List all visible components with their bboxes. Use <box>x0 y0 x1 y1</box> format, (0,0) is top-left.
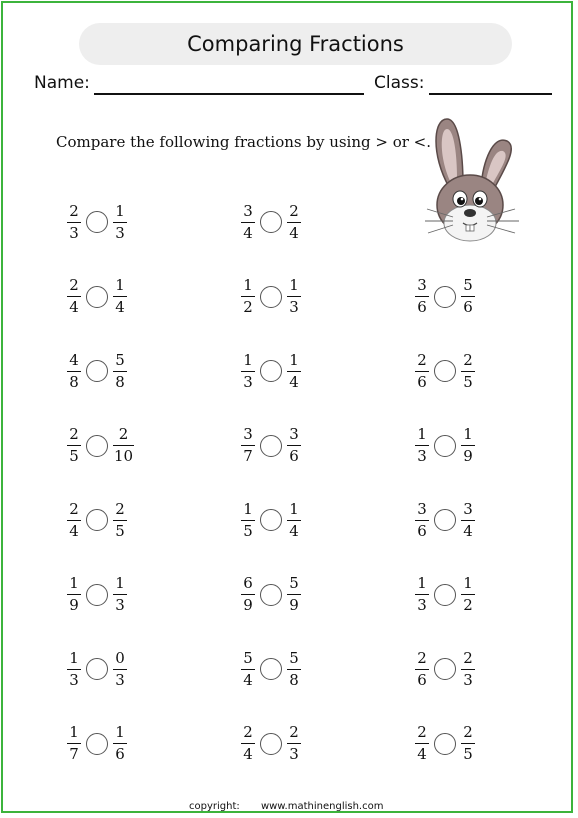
fraction <box>461 575 475 614</box>
denominator: 4 <box>417 745 427 763</box>
comparison-problem <box>415 722 475 766</box>
numerator: 2 <box>289 723 299 741</box>
fraction <box>461 277 475 316</box>
page-title: Comparing Fractions <box>187 32 404 56</box>
denominator: 5 <box>243 521 253 540</box>
fraction <box>287 426 301 465</box>
numerator: 1 <box>115 723 125 741</box>
fraction <box>287 575 301 614</box>
fraction <box>415 352 429 391</box>
fraction <box>287 724 301 763</box>
comparison-problem <box>241 200 301 244</box>
comparison-problem <box>415 647 475 691</box>
comparison-problem <box>415 573 475 617</box>
comparison-problem <box>241 647 301 691</box>
numerator: 6 <box>243 574 253 592</box>
comparison-problem <box>241 722 301 766</box>
instruction-text: Compare the following fractions by using > or <. <box>56 133 432 151</box>
numerator: 2 <box>463 723 473 741</box>
fraction <box>67 203 81 242</box>
fraction <box>415 277 429 316</box>
denominator: 4 <box>463 521 473 540</box>
denominator: 5 <box>115 521 125 540</box>
fraction <box>287 352 301 391</box>
denominator: 8 <box>289 670 299 689</box>
denominator: 5 <box>463 745 473 763</box>
answer-circle-icon[interactable] <box>86 211 108 233</box>
denominator: 4 <box>289 521 299 540</box>
numerator: 2 <box>115 499 125 518</box>
denominator: 5 <box>69 447 79 465</box>
answer-circle-icon[interactable] <box>434 435 456 457</box>
fraction <box>287 203 301 242</box>
numerator: 2 <box>69 425 79 443</box>
numerator: 4 <box>69 350 79 369</box>
fraction <box>241 426 255 465</box>
numerator: 1 <box>463 425 473 443</box>
denominator: 4 <box>115 298 125 316</box>
fraction <box>67 650 81 689</box>
denominator: 8 <box>69 372 79 391</box>
fraction <box>461 426 475 465</box>
bunny-face-icon <box>423 115 523 251</box>
fraction <box>241 203 255 242</box>
numerator: 5 <box>289 574 299 592</box>
numerator: 1 <box>115 201 125 220</box>
denominator: 6 <box>417 670 427 689</box>
fraction <box>67 277 81 316</box>
fraction <box>415 575 429 614</box>
answer-circle-icon[interactable] <box>260 435 282 457</box>
denominator: 7 <box>69 745 79 763</box>
numerator: 1 <box>243 350 253 369</box>
comparison-problem <box>415 498 475 542</box>
denominator: 3 <box>115 223 125 242</box>
denominator: 3 <box>69 670 79 689</box>
numerator: 1 <box>115 574 125 592</box>
comparison-problem <box>241 573 301 617</box>
answer-circle-icon[interactable] <box>260 211 282 233</box>
answer-circle-icon[interactable] <box>434 584 456 606</box>
denominator: 4 <box>289 223 299 242</box>
fraction <box>113 650 127 689</box>
answer-circle-icon[interactable] <box>86 584 108 606</box>
comparison-problem <box>67 200 127 244</box>
numerator: 3 <box>243 425 253 443</box>
comparison-problem <box>241 498 301 542</box>
denominator: 3 <box>463 670 473 689</box>
class-label: Class: <box>374 73 425 93</box>
comparison-problem <box>67 573 127 617</box>
fraction <box>67 501 81 540</box>
class-blank-line[interactable] <box>429 93 552 95</box>
numerator: 2 <box>118 425 129 443</box>
fraction <box>67 575 81 614</box>
numerator: 3 <box>289 425 299 443</box>
denominator: 4 <box>243 223 253 242</box>
answer-circle-icon[interactable] <box>86 658 108 680</box>
numerator: 2 <box>417 723 427 741</box>
fraction <box>67 352 81 391</box>
answer-circle-icon[interactable] <box>260 733 282 755</box>
denominator: 9 <box>243 596 253 614</box>
denominator: 9 <box>289 596 299 614</box>
numerator: 5 <box>115 350 125 369</box>
numerator: 2 <box>417 350 427 369</box>
denominator: 5 <box>463 372 473 391</box>
denominator: 10 <box>114 447 134 465</box>
numerator: 2 <box>289 201 299 220</box>
numerator: 1 <box>417 574 427 592</box>
answer-circle-icon[interactable] <box>434 286 456 308</box>
denominator: 9 <box>463 447 473 465</box>
numerator: 1 <box>69 723 79 741</box>
fraction <box>241 352 255 391</box>
denominator: 6 <box>115 745 125 763</box>
denominator: 6 <box>417 372 427 391</box>
denominator: 3 <box>115 596 125 614</box>
title-banner <box>79 23 512 65</box>
answer-circle-icon[interactable] <box>86 360 108 382</box>
comparison-problem <box>415 275 475 319</box>
denominator: 2 <box>463 596 473 614</box>
fraction <box>461 352 475 391</box>
numerator: 2 <box>69 499 79 518</box>
fraction <box>415 501 429 540</box>
comparison-problem <box>67 349 127 393</box>
numerator: 2 <box>463 648 473 667</box>
answer-circle-icon[interactable] <box>86 286 108 308</box>
comparison-problem <box>67 275 127 319</box>
answer-circle-icon[interactable] <box>260 509 282 531</box>
fraction <box>415 724 429 763</box>
copyright-label: copyright: <box>189 801 240 812</box>
denominator: 9 <box>69 596 79 614</box>
denominator: 4 <box>69 521 79 540</box>
fraction <box>461 501 475 540</box>
copyright-footer <box>189 801 383 812</box>
name-blank-line[interactable] <box>94 93 364 95</box>
denominator: 3 <box>69 223 79 242</box>
denominator: 6 <box>417 298 427 316</box>
fraction <box>287 277 301 316</box>
numerator: 5 <box>243 648 253 667</box>
comparison-problem <box>241 349 301 393</box>
denominator: 6 <box>463 298 473 316</box>
comparison-problem <box>241 275 301 319</box>
denominator: 6 <box>289 447 299 465</box>
denominator: 4 <box>69 298 79 316</box>
comparison-problem <box>67 498 127 542</box>
numerator: 1 <box>69 574 79 592</box>
answer-circle-icon[interactable] <box>260 658 282 680</box>
denominator: 3 <box>417 447 427 465</box>
fraction <box>67 426 81 465</box>
denominator: 7 <box>243 447 253 465</box>
fraction <box>415 650 429 689</box>
numerator: 3 <box>417 499 427 518</box>
answer-circle-icon[interactable] <box>86 435 108 457</box>
answer-circle-icon[interactable] <box>434 658 456 680</box>
numerator: 1 <box>289 276 299 294</box>
fraction <box>241 501 255 540</box>
denominator: 4 <box>243 670 253 689</box>
numerator: 5 <box>289 648 299 667</box>
denominator: 4 <box>243 745 253 763</box>
denominator: 2 <box>243 298 253 316</box>
answer-circle-icon[interactable] <box>434 509 456 531</box>
fraction <box>113 203 127 242</box>
comparison-problem <box>415 349 475 393</box>
comparison-problem <box>67 424 134 468</box>
name-label: Name: <box>34 73 90 93</box>
denominator: 3 <box>115 670 125 689</box>
denominator: 3 <box>289 745 299 763</box>
answer-circle-icon[interactable] <box>260 360 282 382</box>
numerator: 1 <box>115 276 125 294</box>
numerator: 1 <box>243 499 253 518</box>
fraction <box>67 724 81 763</box>
numerator: 1 <box>69 648 79 667</box>
fraction <box>415 426 429 465</box>
answer-circle-icon[interactable] <box>434 733 456 755</box>
comparison-problem <box>241 424 301 468</box>
numerator: 3 <box>243 201 253 220</box>
fraction <box>113 352 127 391</box>
denominator: 6 <box>417 521 427 540</box>
denominator: 4 <box>289 372 299 391</box>
answer-circle-icon[interactable] <box>434 360 456 382</box>
website-link[interactable]: www.mathinenglish.com <box>260 801 384 812</box>
fraction <box>461 650 475 689</box>
numerator: 1 <box>417 425 427 443</box>
fraction <box>113 426 134 465</box>
answer-circle-icon[interactable] <box>86 733 108 755</box>
fraction <box>241 724 255 763</box>
fraction <box>287 650 301 689</box>
numerator: 1 <box>463 574 473 592</box>
numerator: 1 <box>289 350 299 369</box>
fraction <box>461 724 475 763</box>
numerator: 3 <box>463 499 473 518</box>
numerator: 1 <box>243 276 253 294</box>
numerator: 5 <box>463 276 473 294</box>
fraction <box>241 575 255 614</box>
numerator: 2 <box>69 276 79 294</box>
fraction <box>113 575 127 614</box>
numerator: 2 <box>463 350 473 369</box>
denominator: 3 <box>243 372 253 391</box>
answer-circle-icon[interactable] <box>260 584 282 606</box>
answer-circle-icon[interactable] <box>260 286 282 308</box>
comparison-problem <box>67 647 127 691</box>
denominator: 3 <box>417 596 427 614</box>
numerator: 2 <box>243 723 253 741</box>
denominator: 3 <box>289 298 299 316</box>
worksheet <box>1 1 573 813</box>
fraction <box>241 650 255 689</box>
fraction <box>113 501 127 540</box>
denominator: 8 <box>115 372 125 391</box>
numerator: 1 <box>289 499 299 518</box>
fraction <box>241 277 255 316</box>
fraction <box>287 501 301 540</box>
fraction <box>113 724 127 763</box>
answer-circle-icon[interactable] <box>86 509 108 531</box>
numerator: 2 <box>69 201 79 220</box>
comparison-problem <box>67 722 127 766</box>
comparison-problem <box>415 424 475 468</box>
numerator: 3 <box>417 276 427 294</box>
numerator: 0 <box>115 648 125 667</box>
numerator: 2 <box>417 648 427 667</box>
fraction <box>113 277 127 316</box>
